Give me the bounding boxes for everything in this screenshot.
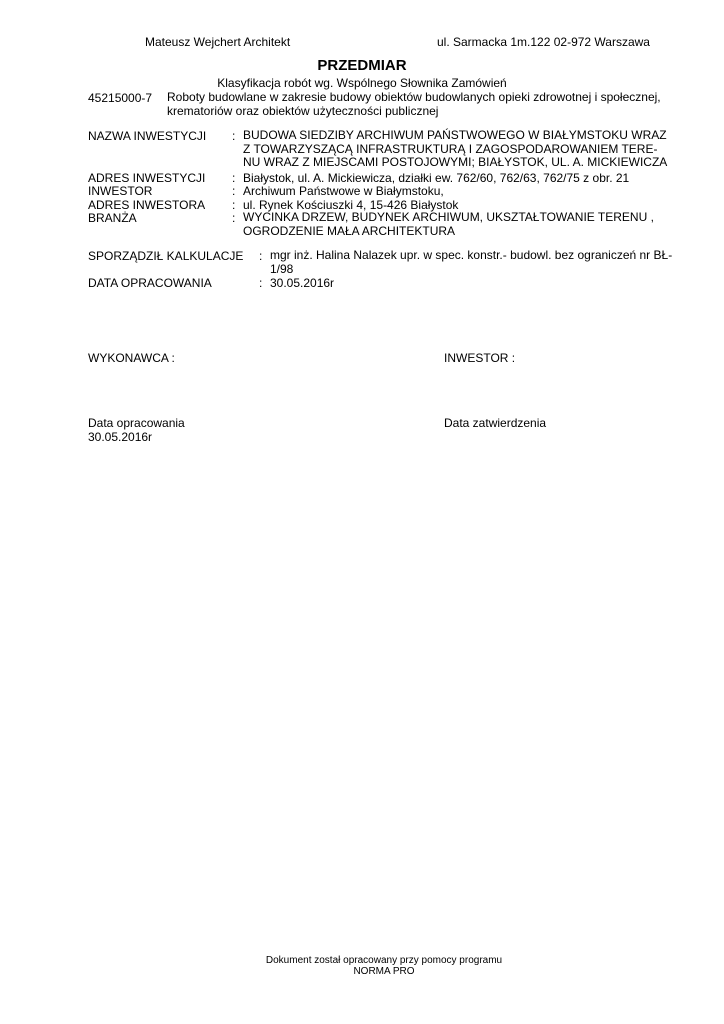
contractor-label: WYKONAWCA : xyxy=(88,351,175,365)
classification-description-line: Roboty budowlane w zakresie budowy obiektów budowlanych opieki zdrowotnej i społecznej, xyxy=(167,90,661,104)
field-colon: : xyxy=(259,249,263,263)
field-value-investment-name xyxy=(243,129,667,170)
prep-date-label: Data opracowania xyxy=(88,416,185,430)
company-name: Mateusz Wejchert Architekt xyxy=(145,35,291,49)
field-colon: : xyxy=(232,184,236,198)
calc-value xyxy=(270,249,672,276)
calc-value-line: mgr inż. Halina Nalazek upr. w spec. konstr.- budowl. bez ograniczeń nr BŁ- xyxy=(270,248,673,262)
field-value-line: OGRODZENIE MAŁA ARCHITEKTURA xyxy=(243,223,456,238)
field-label-investment-name: NAZWA INWESTYCJI xyxy=(88,129,207,143)
classification-label: Klasyfikacja robót wg. Wspólnego Słownika Zamówień xyxy=(217,76,507,90)
field-label-branch: BRANŻA xyxy=(88,211,137,225)
field-value-investment-address: Białystok, ul. A. Mickiewicza, działki ew. 762/60, 762/63, 762/75 z obr. 21 xyxy=(243,171,630,185)
field-label-investment-address: ADRES INWESTYCJI xyxy=(88,171,206,185)
field-label-investor: INWESTOR xyxy=(88,184,153,198)
date-value: 30.05.2016r xyxy=(270,276,335,290)
page-title: PRZEDMIAR xyxy=(317,57,407,74)
field-colon: : xyxy=(232,129,236,143)
company-address: ul. Sarmacka 1m.122 02-972 Warszawa xyxy=(437,35,650,49)
field-label-investor-address: ADRES INWESTORA xyxy=(88,198,206,212)
calc-value-line: 1/98 xyxy=(270,261,294,276)
date-label: DATA OPRACOWANIA xyxy=(88,276,212,290)
field-value-branch xyxy=(243,211,654,238)
field-value-investor: Archiwum Państwowe w Białymstoku, xyxy=(243,184,444,198)
field-colon: : xyxy=(259,276,263,290)
field-colon: : xyxy=(232,198,236,212)
calc-label: SPORZĄDZIŁ KALKULACJE xyxy=(88,249,244,263)
approval-date-label: Data zatwierdzenia xyxy=(444,416,547,430)
field-value-investor-address: ul. Rynek Kościuszki 4, 15-426 Białystok xyxy=(243,198,459,212)
field-colon: : xyxy=(232,171,236,185)
field-value-line: Z TOWARZYSZĄCĄ INFRASTRUKTURĄ I ZAGOSPODAROWANIEM TERE- xyxy=(243,141,658,156)
footer-line: Dokument został opracowany przy pomocy programu xyxy=(265,955,503,966)
prep-date-value: 30.05.2016r xyxy=(88,430,153,444)
footer-product: NORMA PRO xyxy=(353,966,415,977)
classification-code: 45215000-7 xyxy=(88,91,153,105)
field-colon: : xyxy=(232,211,236,225)
investor-label: INWESTOR : xyxy=(444,351,516,365)
field-value-line: NU WRAZ Z MIEJSCAMI POSTOJOWYMI; BIAŁYSTOK, UL. A. MICKIEWICZA xyxy=(243,155,668,169)
classification-description xyxy=(167,91,661,118)
field-value-line: BUDOWA SIEDZIBY ARCHIWUM PAŃSTWOWEGO W BIAŁYMSTOKU WRAZ xyxy=(243,128,667,142)
classification-description-line: krematoriów oraz obiektów użyteczności publicznej xyxy=(167,103,439,118)
field-value-line: WYCINKA DRZEW, BUDYNEK ARCHIWUM, UKSZTAŁTOWANIE TERENU , xyxy=(243,210,654,224)
